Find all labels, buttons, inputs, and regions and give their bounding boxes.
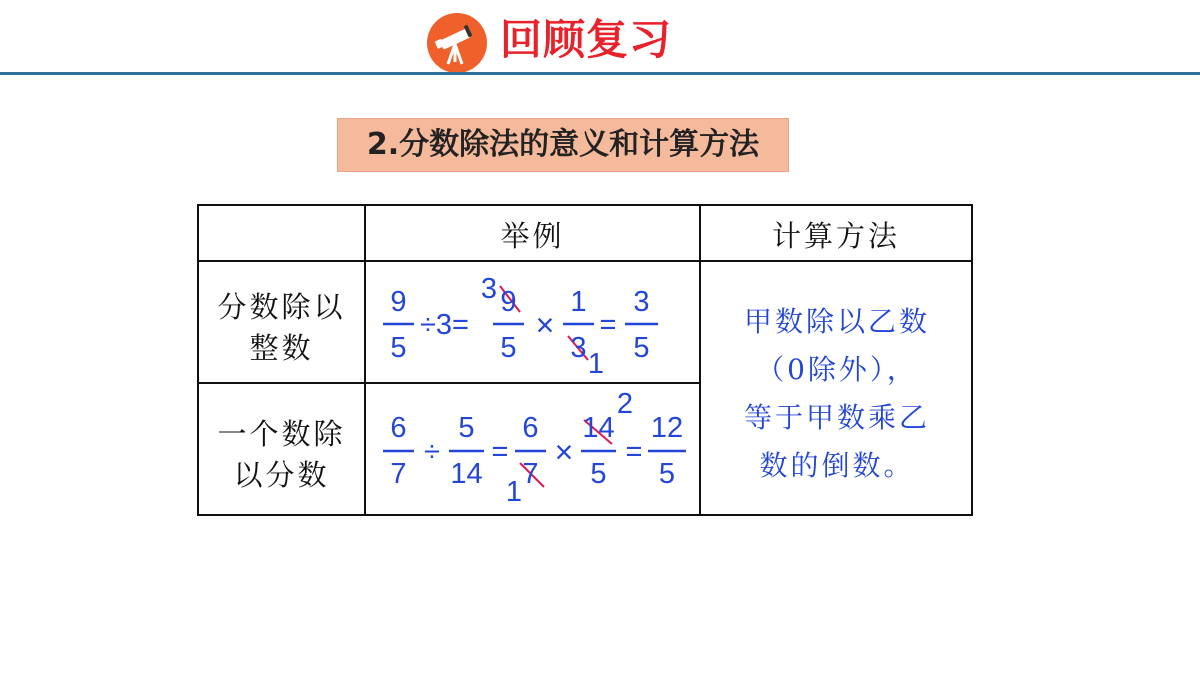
ex2-denominator-3: 7 <box>522 458 539 490</box>
calculation-method-text <box>712 298 962 490</box>
ex1-multiply-op: × <box>535 307 555 343</box>
ex1-denominator-2: 5 <box>500 332 517 364</box>
ex2-reduced-den: 1 <box>505 476 523 508</box>
row2-label-line2: 以分数 <box>233 458 330 492</box>
ex2-multiply-op: × <box>554 434 574 470</box>
ex2-divide-op: ÷ <box>424 436 440 468</box>
ex2-result-numerator: 12 <box>650 412 684 444</box>
ex2-denominator-4: 5 <box>590 458 607 490</box>
ex1-reduced-den: 1 <box>587 348 605 380</box>
ex1-denominator-1: 5 <box>390 332 407 364</box>
ex2-denominator-1: 7 <box>390 458 407 490</box>
row1-label-line1: 分数除以 <box>217 290 346 324</box>
method-line-1: 甲数除以乙数 <box>743 305 930 338</box>
row2-label-line1: 一个数除 <box>217 417 346 451</box>
ex2-result-denominator: 5 <box>658 458 676 490</box>
ex1-divide-op: ÷3= <box>420 309 469 341</box>
section-label: 2.分数除法的意义和计算方法 <box>337 118 789 172</box>
ex1-denominator-3: 3 <box>570 332 587 364</box>
method-line-2: （0除外）， <box>756 353 918 386</box>
ex1-numerator-3: 1 <box>570 286 587 318</box>
column-header-method: 计算方法 <box>771 219 900 253</box>
method-line-4: 数的倒数。 <box>759 449 915 482</box>
ex1-reduced-num: 3 <box>480 273 498 305</box>
ex1-numerator-2: 9 <box>500 286 517 318</box>
method-line-3: 等于甲数乘乙 <box>743 401 930 434</box>
ex2-numerator-3: 6 <box>522 412 539 444</box>
ex1-result-numerator: 3 <box>633 286 650 318</box>
ex2-equals-2: = <box>625 436 643 468</box>
column-header-example: 举例 <box>500 219 565 253</box>
ex2-numerator-1: 6 <box>390 412 407 444</box>
row1-label-line2: 整数 <box>249 331 314 365</box>
ex1-numerator-1: 9 <box>390 286 407 318</box>
ex2-equals-1: = <box>491 436 509 468</box>
ex2-numerator-2: 5 <box>458 412 475 444</box>
ex1-result-denominator: 5 <box>633 332 650 364</box>
page-title: 回顾复习 <box>500 15 673 64</box>
ex2-numerator-4: 14 <box>582 412 615 444</box>
ex2-reduced-num: 2 <box>616 388 634 420</box>
ex2-denominator-2: 14 <box>450 458 483 490</box>
ex1-equals: = <box>599 309 617 341</box>
